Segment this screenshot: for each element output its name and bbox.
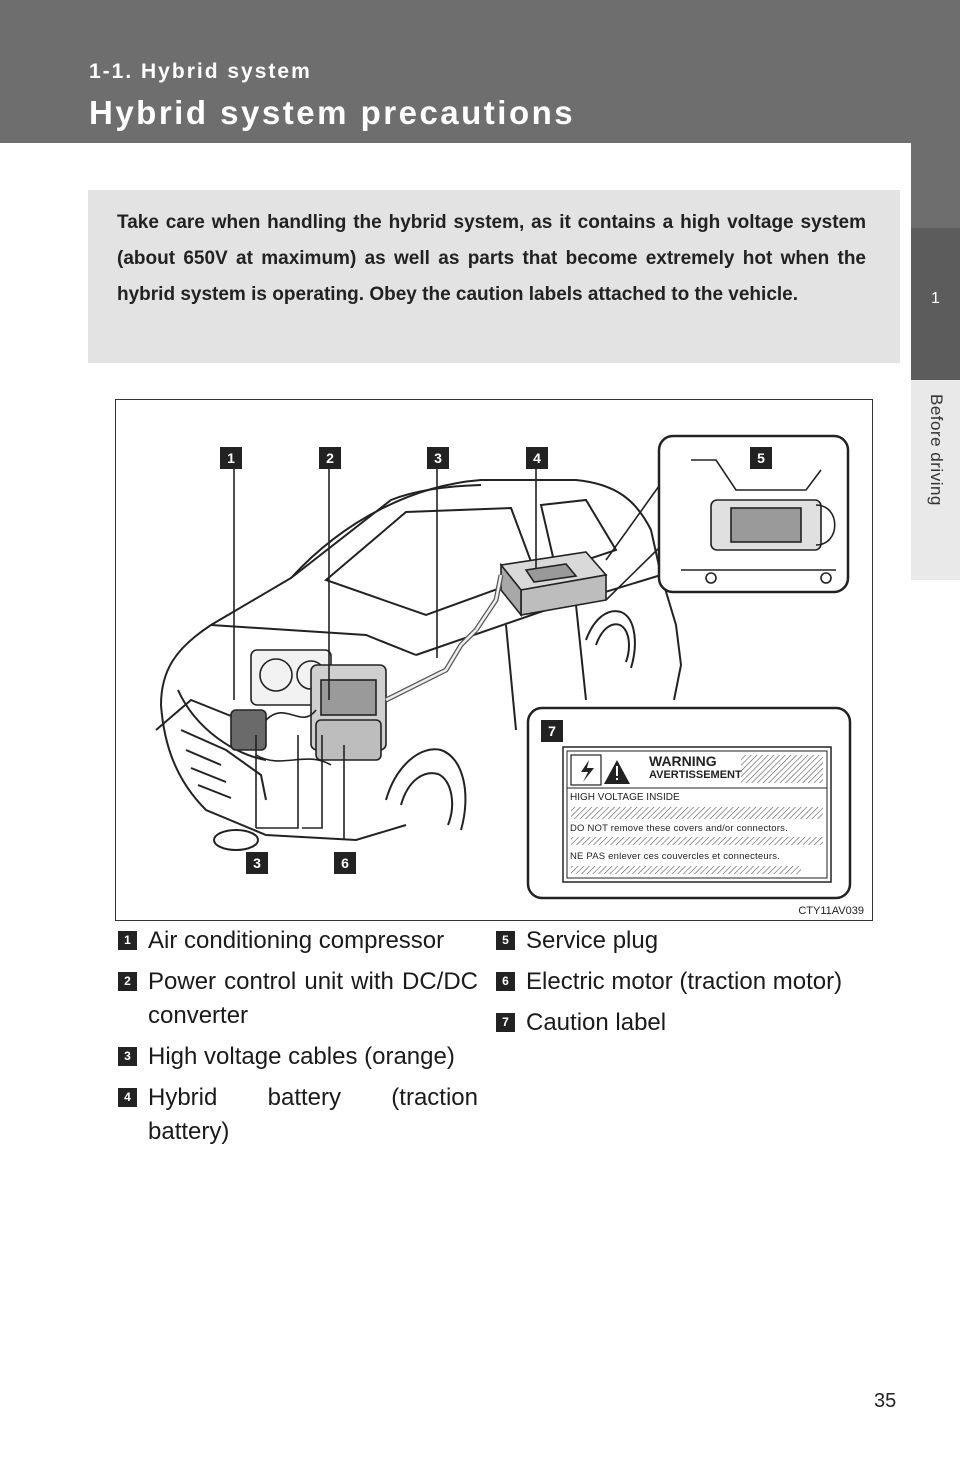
side-tab-top — [911, 0, 960, 228]
section-heading: 1-1. Hybrid system — [89, 60, 312, 83]
legend-text: High voltage cables (orange) — [148, 1043, 455, 1070]
chapter-number-tab — [911, 228, 960, 380]
page-title: Hybrid system precautions — [89, 94, 576, 131]
chapter-number: 1 — [931, 290, 940, 307]
figure-code: CTY11AV039 — [798, 905, 864, 917]
legend-number-box: 1 — [118, 931, 137, 950]
legend-item — [118, 965, 478, 1033]
intro-text: Take care when handling the hybrid system, as it contains a high voltage system (about 650V at maximum) as well as parts that become extremely hot when the hybrid system is operating. Obey the caution labels attached to the vehicle. — [117, 212, 866, 305]
callout-marker-6: 6 — [334, 852, 356, 874]
legend-text: Service plug — [526, 927, 659, 954]
legend-text: Power control unit with DC/DC converter — [148, 968, 478, 1029]
legend-text: Hybrid battery (traction battery) — [148, 1084, 478, 1145]
legend-item — [118, 924, 478, 958]
label-warning: WARNING — [649, 753, 717, 769]
legend-number-box: 4 — [118, 1088, 137, 1107]
hybrid-battery — [476, 552, 606, 630]
callout-marker-7: 7 — [541, 720, 563, 742]
page-header — [0, 0, 960, 143]
legend-text: Caution label — [526, 1009, 667, 1036]
legend-number-box: 7 — [496, 1013, 515, 1032]
legend-column-right — [496, 924, 860, 1047]
legend-item — [496, 965, 860, 999]
car-illustration — [116, 400, 873, 921]
legend-item — [118, 1081, 478, 1149]
legend-text: Electric motor (traction motor) — [526, 968, 843, 995]
engine-bay — [231, 630, 476, 765]
page-number: 35 — [874, 1390, 897, 1412]
legend-text: Air conditioning compressor — [148, 927, 445, 954]
callout-marker-3: 3 — [427, 447, 449, 469]
callout-marker-4: 4 — [526, 447, 548, 469]
hybrid-system-figure — [115, 399, 873, 921]
caution-label-inset — [528, 708, 850, 898]
legend-number-box: 5 — [496, 931, 515, 950]
legend-number-box: 3 — [118, 1047, 137, 1066]
legend-item — [496, 1006, 860, 1040]
callout-marker-2: 2 — [319, 447, 341, 469]
callout-marker-1: 1 — [220, 447, 242, 469]
callout-marker-3-lower: 3 — [246, 852, 268, 874]
intro-box — [88, 190, 900, 363]
label-high-voltage: HIGH VOLTAGE INSIDE — [570, 792, 683, 803]
chapter-title: Before driving — [927, 394, 946, 506]
legend-item — [118, 1040, 478, 1074]
label-line-en: DO NOT remove these covers and/or connectors. — [570, 823, 788, 834]
label-line-fr: NE PAS enlever ces couvercles et connecteurs. — [570, 851, 781, 862]
legend-number-box: 2 — [118, 972, 137, 991]
chapter-title-tab — [911, 380, 960, 580]
legend-number-box: 6 — [496, 972, 515, 991]
label-avertissement: AVERTISSEMENT — [649, 769, 742, 781]
callout-marker-5: 5 — [750, 447, 772, 469]
legend-item — [496, 924, 860, 958]
legend-column-left — [118, 924, 478, 1156]
